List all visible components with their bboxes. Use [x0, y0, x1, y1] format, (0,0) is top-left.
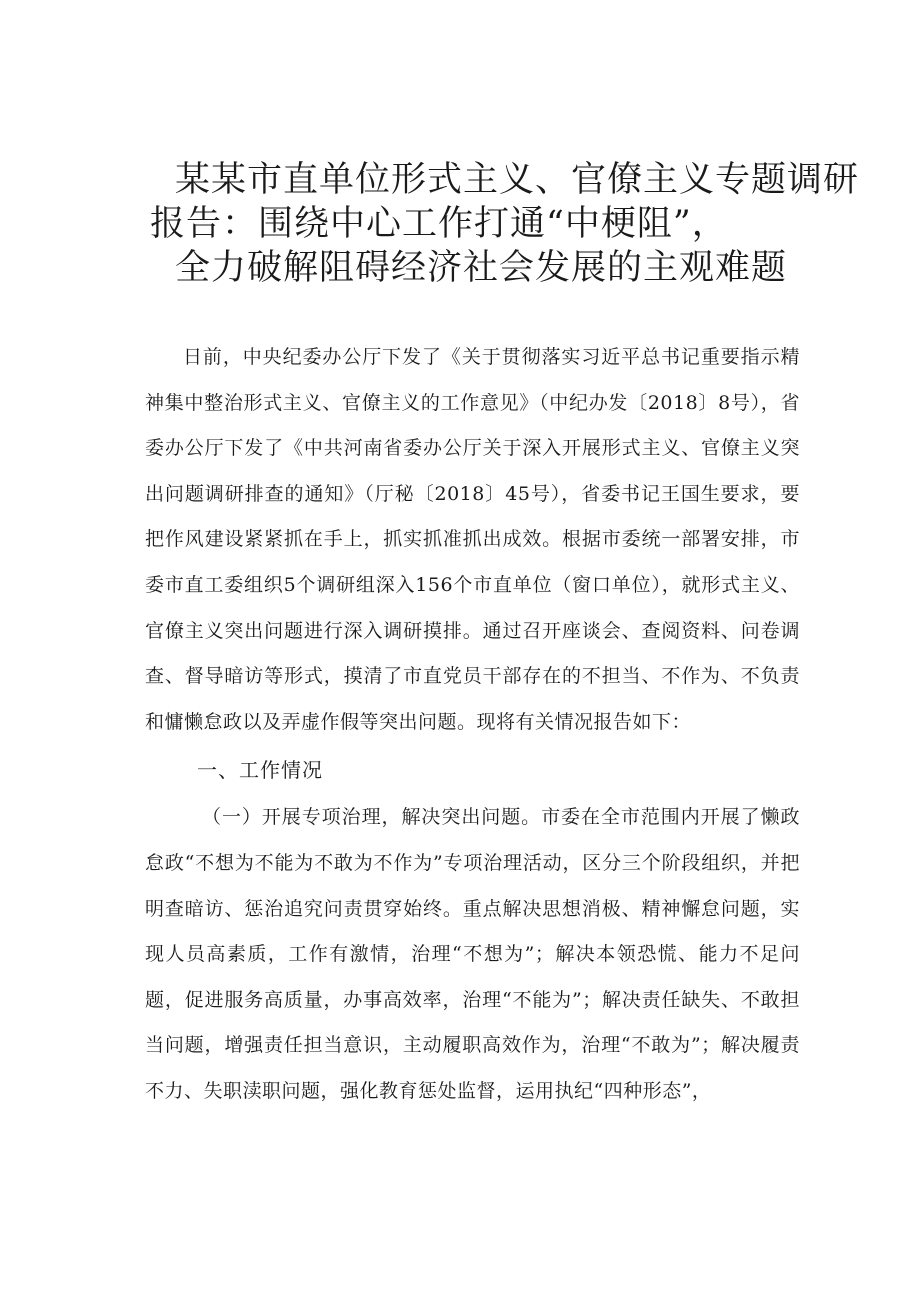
title-line-1: 某某市直单位形式主义、官僚主义专题调研 — [175, 160, 860, 200]
section-heading: 一、工作情况 — [197, 758, 323, 783]
document-title — [150, 158, 860, 290]
title-line-2: 报告：围绕中心工作打通“中梗阻”， — [150, 204, 728, 244]
title-line-3: 全力破解阻碍经济社会发展的主观难题 — [175, 248, 788, 288]
document-body — [145, 335, 800, 1115]
intro-paragraph: 日前，中央纪委办公厅下发了《关于贯彻落实习近平总书记重要指示精神集中整治形式主义、官僚主义的工作意见》（中纪办发〔2018〕8号），省委办公厅下发了《中共河南省委办公厅关于深入开展形式主义、官僚主义突出问题调研排查的通知》（厅秘〔2018〕45号），省委书记王国生要求，要把作风建设紧紧抓在手上，抓实抓准抓出成效。根据市委统一部署安排，市委市直工委组织5个调研组深入156个市直单位（窗口单位），就形式主义、官僚主义突出问题进行深入调研摸排。通过召开座谈会、查阅资料、问卷调查、督导暗访等形式，摸清了市直党员干部存在的不担当、不作为、不负责和慵懒怠政以及弄虚作假等突出问题。现将有关情况报告如下： — [145, 346, 800, 733]
section-paragraph: （一）开展专项治理，解决突出问题。市委在全市范围内开展了懒政怠政“不想为不能为不敢为不作为”专项治理活动，区分三个阶段组织，并把明查暗访、惩治追究问责贯穿始终。重点解决思想消极、精神懈怠问题，实现人员高素质，工作有激情，治理“不想为”；解决本领恐慌、能力不足问题，促进服务高质量，办事高效率，治理“不能为”；解决责任缺失、不敢担当问题，增强责任担当意识，主动履职高效作为，治理“不敢为”；解决履责不力、失职渎职问题，强化教育惩处监督，运用执纪“四种形态”， — [145, 806, 800, 1102]
